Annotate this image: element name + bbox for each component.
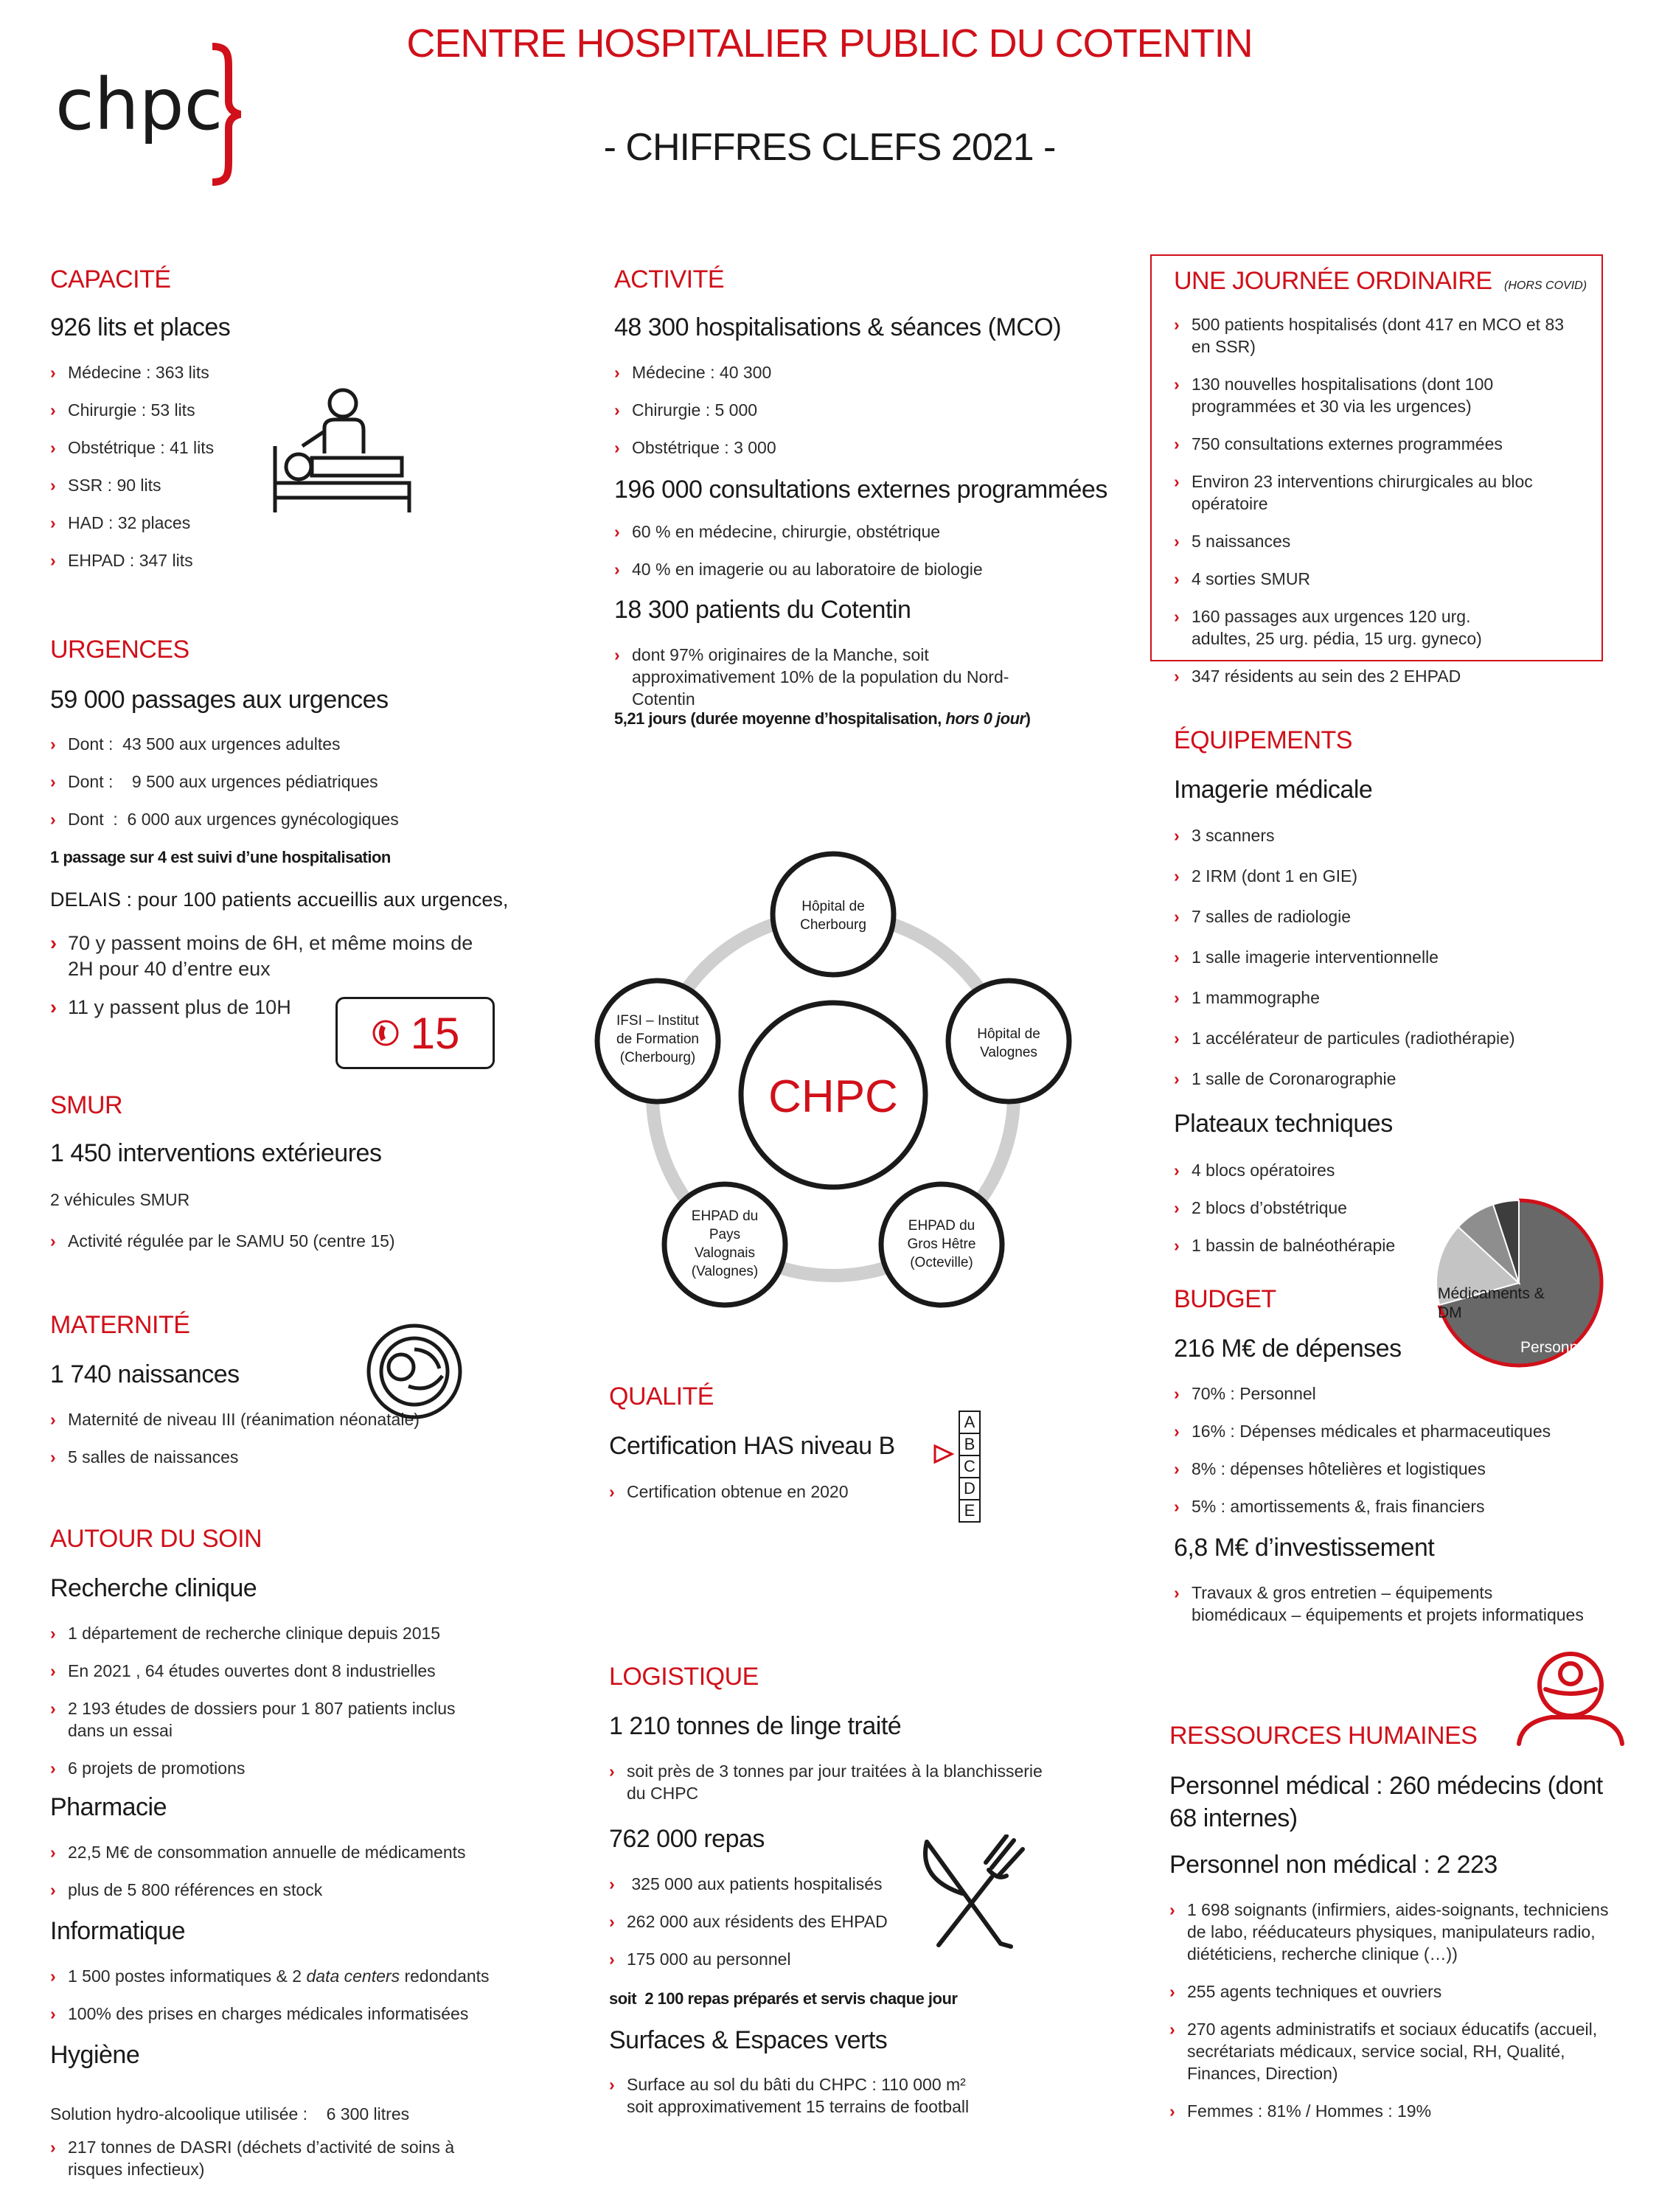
plateaux-list bbox=[1174, 1159, 1454, 1256]
list-item: › 5 naissances bbox=[1174, 530, 1587, 552]
svg-text:Hôpital deCherbourg: Hôpital de Cherbourg bbox=[800, 899, 866, 933]
activite-list bbox=[614, 361, 1057, 459]
list-item: › 6 projets de promotions bbox=[50, 1757, 493, 1779]
journee-heading: UNE JOURNÉE ORDINAIRE bbox=[1174, 267, 1492, 295]
budget-list bbox=[1174, 1382, 1587, 1517]
list-item: › Chirurgie : 5 000 bbox=[614, 399, 1057, 421]
delais-text: pour 100 patients accueillis aux urgences, bbox=[132, 888, 509, 911]
list-item: › EHPAD : 347 lits bbox=[50, 549, 271, 571]
smur-heading: SMUR bbox=[50, 1091, 123, 1119]
repas-note: soit 2 100 repas préparés et servis chaque jour bbox=[609, 1989, 958, 2008]
list-item: › 1 500 postes informatiques & 2 data centers redondants bbox=[50, 1965, 552, 1987]
journee-note: (HORS COVID) bbox=[1504, 279, 1587, 292]
activite-heading: ACTIVITÉ bbox=[614, 265, 725, 293]
list-item: › 3 scanners bbox=[1174, 824, 1587, 846]
maternite-headline: 1 740 naissances bbox=[50, 1360, 240, 1388]
pie-label-personnel: Personnel bbox=[1520, 1339, 1590, 1356]
list-item: › 1 mammographe bbox=[1174, 987, 1587, 1009]
list-item: › 347 résidents au sein des 2 EHPAD bbox=[1174, 665, 1587, 687]
pharmacie-title: Pharmacie bbox=[50, 1793, 167, 1821]
svg-text:EHPAD duPaysValognais(Valognes: EHPAD du Pays Valognais (Valognes) bbox=[691, 1208, 759, 1279]
invest-list bbox=[1174, 1582, 1587, 1626]
list-item: › 5% : amortissements &, frais financiers bbox=[1174, 1495, 1587, 1517]
urgences-headline: 59 000 passages aux urgences bbox=[50, 686, 389, 714]
list-item: › 5 salles de naissances bbox=[50, 1446, 493, 1468]
patients-title: 18 300 patients du Cotentin bbox=[614, 596, 911, 624]
list-item: › dont 97% originaires de la Manche, soit approximativement 10% de la population du Nord-Cotentin bbox=[614, 644, 1064, 710]
journee-list bbox=[1174, 313, 1587, 687]
list-item: › 1 accélérateur de particules (radiothérapie) bbox=[1174, 1027, 1587, 1049]
list-item: › Environ 23 interventions chirurgicales au bloc opératoire bbox=[1174, 470, 1587, 515]
patients-list bbox=[614, 644, 1064, 710]
repas-title: 762 000 repas bbox=[609, 1825, 765, 1853]
grade-c: C bbox=[959, 1455, 981, 1478]
list-item: › soit près de 3 tonnes par jour traitées à la blanchisserie du CHPC bbox=[609, 1760, 1051, 1804]
list-item: › 1 salle imagerie interventionnelle bbox=[1174, 946, 1587, 968]
linge-title: 1 210 tonnes de linge traité bbox=[609, 1712, 902, 1740]
imagerie-list bbox=[1174, 824, 1587, 1090]
list-item: › 130 nouvelles hospitalisations (dont 100 programmées et 30 via les urgences) bbox=[1174, 373, 1587, 417]
baby-icon bbox=[363, 1320, 466, 1427]
list-item: › 2 blocs d’obstétrique bbox=[1174, 1197, 1454, 1219]
cutlery-icon bbox=[918, 1834, 1029, 1956]
rh-heading: RESSOURCES HUMAINES bbox=[1169, 1722, 1478, 1750]
pharmacie-list bbox=[50, 1841, 522, 1901]
list-item: › 255 agents techniques et ouvriers bbox=[1169, 1980, 1612, 2003]
rh-non-medical: Personnel non médical : 2 223 bbox=[1169, 1851, 1498, 1879]
imagerie-title: Imagerie médicale bbox=[1174, 776, 1373, 804]
list-item: › 1 bassin de balnéothérapie bbox=[1174, 1234, 1454, 1256]
list-item: › 4 blocs opératoires bbox=[1174, 1159, 1454, 1181]
list-item: › 4 sorties SMUR bbox=[1174, 568, 1587, 590]
journee-heading-line bbox=[1174, 267, 1587, 296]
budget-heading: BUDGET bbox=[1174, 1285, 1276, 1313]
list-item: › 60 % en médecine, chirurgie, obstétrique bbox=[614, 521, 1086, 543]
list-item: › Médecine : 363 lits bbox=[50, 361, 271, 383]
center-label: CHPC bbox=[768, 1071, 898, 1122]
delais-line bbox=[50, 888, 508, 911]
hospital-bed-icon bbox=[269, 387, 417, 524]
node-ifsi bbox=[597, 981, 718, 1102]
qualite-headline: Certification HAS niveau B bbox=[609, 1432, 895, 1460]
list-item: › 325 000 aux patients hospitalisés bbox=[609, 1873, 919, 1895]
logistique-heading: LOGISTIQUE bbox=[609, 1663, 759, 1691]
list-item: › Dont : 9 500 aux urgences pédiatriques bbox=[50, 771, 522, 793]
list-item: › Chirurgie : 53 lits bbox=[50, 399, 271, 421]
svg-text:chpc: chpc bbox=[55, 63, 223, 146]
node-gros-hetre bbox=[881, 1184, 1002, 1305]
recherche-list bbox=[50, 1622, 493, 1779]
invest-title: 6,8 M€ d’investissement bbox=[1174, 1534, 1435, 1562]
hygiene-list bbox=[50, 2136, 493, 2180]
consult-list bbox=[614, 521, 1086, 580]
grade-pointer-icon bbox=[933, 1444, 955, 1468]
qualite-heading: QUALITÉ bbox=[609, 1382, 714, 1411]
linge-list bbox=[609, 1760, 1051, 1804]
list-item: › 1 salle de Coronarographie bbox=[1174, 1068, 1587, 1090]
list-item: › 1 département de recherche clinique depuis 2015 bbox=[50, 1622, 493, 1644]
list-item: › Dont : 6 000 aux urgences gynécologiques bbox=[50, 808, 522, 830]
equipements-heading: ÉQUIPEMENTS bbox=[1174, 726, 1352, 754]
list-item: › 70 y passent moins de 6H, et même moins de 2H pour 40 d’entre eux bbox=[50, 931, 493, 982]
list-item: › 8% : dépenses hôtelières et logistiques bbox=[1174, 1458, 1587, 1480]
informatique-list bbox=[50, 1965, 552, 2025]
list-item: › 1 698 soignants (infirmiers, aides-soignants, techniciens de labo, rééducateurs physiques, manipulateurs radio, diététiciens, recherche clinique (…)) bbox=[1169, 1899, 1612, 1965]
smur-line: 2 véhicules SMUR bbox=[50, 1190, 190, 1209]
grade-d: D bbox=[959, 1477, 981, 1500]
site-diagram bbox=[582, 841, 1084, 1327]
staff-icon bbox=[1512, 1641, 1630, 1755]
list-item: › 262 000 aux résidents des EHPAD bbox=[609, 1910, 919, 1933]
activite-headline: 48 300 hospitalisations & séances (MCO) bbox=[614, 313, 1062, 341]
svg-text:Hôpital deValognes: Hôpital de Valognes bbox=[977, 1026, 1040, 1060]
page-title: CENTRE HOSPITALIER PUBLIC DU COTENTIN bbox=[406, 21, 1253, 66]
list-item: › 40 % en imagerie ou au laboratoire de biologie bbox=[614, 558, 1086, 580]
recherche-title: Recherche clinique bbox=[50, 1574, 257, 1602]
list-item: › 217 tonnes de DASRI (déchets d’activité de soins à risques infectieux) bbox=[50, 2136, 493, 2180]
repas-list bbox=[609, 1873, 919, 1970]
list-item: › SSR : 90 lits bbox=[50, 474, 271, 496]
smur-headline: 1 450 interventions extérieures bbox=[50, 1139, 382, 1167]
consult-title: 196 000 consultations externes programmées bbox=[614, 476, 1107, 504]
list-item: › 270 agents administratifs et sociaux éducatifs (accueil, secrétariats médicaux, service social, RH, Qualité, Finances, Direction) bbox=[1169, 2018, 1612, 2084]
list-item: › Femmes : 81% / Hommes : 19% bbox=[1169, 2100, 1612, 2122]
list-item: › Médecine : 40 300 bbox=[614, 361, 1057, 383]
smur-list bbox=[50, 1230, 493, 1252]
svg-text:EHPAD duGros Hêtre(Octeville): EHPAD du Gros Hêtre (Octeville) bbox=[907, 1218, 976, 1270]
surfaces-title: Surfaces & Espaces verts bbox=[609, 2026, 888, 2054]
list-item: › 11 y passent plus de 10H bbox=[50, 995, 493, 1020]
list-item: › 2 193 études de dossiers pour 1 807 patients inclus dans un essai bbox=[50, 1697, 493, 1742]
list-item: › HAD : 32 places bbox=[50, 512, 271, 534]
duree-line: 5,21 jours (durée moyenne d’hospitalisation, hors 0 jour) bbox=[614, 709, 1031, 728]
list-item: › 750 consultations externes programmées bbox=[1174, 433, 1587, 455]
list-item: › 16% : Dépenses médicales et pharmaceutiques bbox=[1174, 1420, 1587, 1442]
grade-scale bbox=[959, 1412, 981, 1523]
list-item: › 160 passages aux urgences 120 urg. adultes, 25 urg. pédia, 15 urg. gyneco) bbox=[1174, 605, 1531, 650]
surfaces-list bbox=[609, 2073, 992, 2118]
list-item: › Obstétrique : 3 000 bbox=[614, 437, 1057, 459]
list-item: › Certification obtenue en 2020 bbox=[609, 1481, 904, 1503]
rh-list bbox=[1169, 1899, 1612, 2122]
list-item: › 100% des prises en charges médicales informatisées bbox=[50, 2003, 552, 2025]
list-item: › En 2021 , 64 études ouvertes dont 8 industrielles bbox=[50, 1660, 493, 1682]
node-valognes bbox=[948, 981, 1069, 1102]
list-item: › plus de 5 800 références en stock bbox=[50, 1879, 522, 1901]
list-item: › Dont : 43 500 aux urgences adultes bbox=[50, 733, 522, 755]
budget-headline: 216 M€ de dépenses bbox=[1174, 1335, 1402, 1363]
list-item: › Obstétrique : 41 lits bbox=[50, 437, 271, 459]
informatique-title: Informatique bbox=[50, 1917, 185, 1945]
list-item: › 70% : Personnel bbox=[1174, 1382, 1587, 1405]
urgences-heading: URGENCES bbox=[50, 636, 189, 664]
list-item: › 2 IRM (dont 1 en GIE) bbox=[1174, 865, 1587, 887]
list-item: › Activité régulée par le SAMU 50 (centre 15) bbox=[50, 1230, 493, 1252]
capacite-heading: CAPACITÉ bbox=[50, 265, 171, 293]
node-cherbourg bbox=[773, 854, 894, 975]
list-item: › 22,5 M€ de consommation annuelle de médicaments bbox=[50, 1841, 522, 1863]
autour-heading: AUTOUR DU SOIN bbox=[50, 1525, 262, 1553]
list-item: › Travaux & gros entretien – équipements biomédicaux – équipements et projets informatiques bbox=[1174, 1582, 1587, 1626]
urgences-note: 1 passage sur 4 est suivi d’une hospitalisation bbox=[50, 848, 391, 866]
grade-e: E bbox=[959, 1499, 981, 1523]
plateaux-title: Plateaux techniques bbox=[1174, 1110, 1393, 1138]
page-subtitle: - CHIFFRES CLEFS 2021 - bbox=[603, 126, 1056, 169]
samu-15-badge bbox=[335, 997, 495, 1069]
delais-label: DELAIS : bbox=[50, 888, 133, 911]
list-item: › 175 000 au personnel bbox=[609, 1948, 919, 1970]
list-item: › Surface au sol du bâti du CHPC : 110 000 m² soit approximativement 15 terrains de football bbox=[609, 2073, 992, 2118]
capacite-headline: 926 lits et places bbox=[50, 313, 231, 341]
node-pays-valognais bbox=[664, 1184, 785, 1305]
qualite-list bbox=[609, 1481, 904, 1503]
grade-b: B bbox=[959, 1433, 981, 1456]
list-item: › 500 patients hospitalisés (dont 417 en MCO et 83 en SSR) bbox=[1174, 313, 1587, 358]
phone-icon bbox=[371, 1015, 400, 1051]
maternite-heading: MATERNITÉ bbox=[50, 1311, 190, 1339]
list-item: › 7 salles de radiologie bbox=[1174, 905, 1587, 928]
svg-text:IFSI – Institutde Formation(Ch: IFSI – Institut de Formation (Cherbourg) bbox=[616, 1013, 699, 1065]
pie-label-medicaments: Médicaments & DM bbox=[1438, 1285, 1545, 1321]
list-item: › Maternité de niveau III (réanimation néonatale) bbox=[50, 1408, 493, 1430]
capacite-list bbox=[50, 361, 271, 571]
grade-a: A bbox=[959, 1411, 981, 1434]
badge-number: 15 bbox=[410, 1008, 460, 1058]
hygiene-line: Solution hydro-alcoolique utilisée : 6 300 litres bbox=[50, 2104, 410, 2124]
urgences-list bbox=[50, 733, 522, 830]
rh-medical: Personnel médical : 260 médecins (dont 68 internes) bbox=[1169, 1772, 1603, 1832]
hygiene-title: Hygiène bbox=[50, 2041, 140, 2069]
